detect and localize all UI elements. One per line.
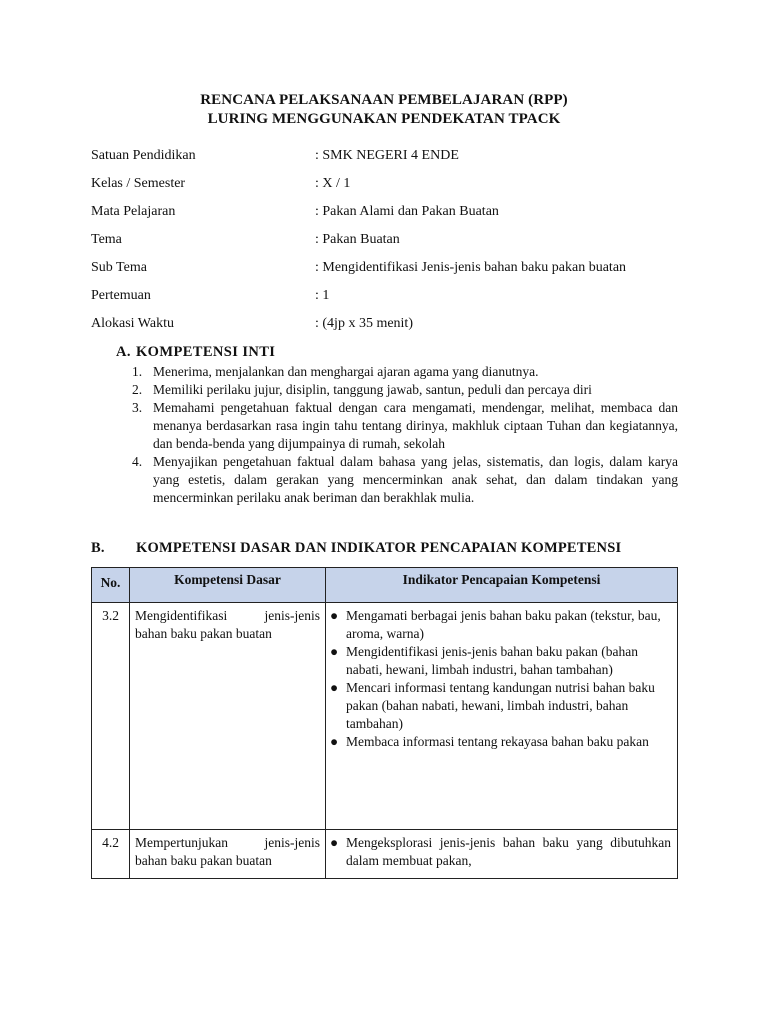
ki-list bbox=[116, 363, 686, 507]
table-header-row bbox=[92, 568, 678, 603]
identity-row bbox=[91, 259, 691, 287]
identity-value: : X / 1 bbox=[315, 176, 351, 191]
identity-value: : Mengidentifikasi Jenis-jenis bahan baku pakan buatan bbox=[315, 260, 627, 275]
list-number: 4. bbox=[132, 454, 143, 469]
identity-label: Kelas / Semester bbox=[91, 176, 186, 191]
table-row bbox=[92, 830, 678, 879]
bullet-dot-icon: ● bbox=[330, 644, 339, 659]
identity-value: : 1 bbox=[315, 288, 330, 303]
identity-value: : (4jp x 35 menit) bbox=[315, 316, 413, 331]
list-number: 3. bbox=[132, 400, 143, 415]
bullet-dot-icon: ● bbox=[330, 608, 339, 623]
kompetensi-table bbox=[91, 567, 678, 879]
section-heading bbox=[116, 343, 686, 361]
list-item bbox=[116, 363, 686, 381]
list-text: Menerima, menjalankan dan menghargai ajaran agama yang dianutnya. bbox=[153, 364, 539, 379]
section-kompetensi-dasar-heading bbox=[91, 539, 681, 557]
identity-row bbox=[91, 315, 691, 343]
list-text: Memiliki perilaku jujur, disiplin, tanggung jawab, santun, peduli dan percaya diri bbox=[153, 382, 592, 397]
cell-no: 4.2 bbox=[92, 830, 130, 879]
identity-label: Pertemuan bbox=[91, 288, 151, 303]
identity-row bbox=[91, 203, 691, 231]
table-row bbox=[92, 603, 678, 830]
identity-value: : SMK NEGERI 4 ENDE bbox=[315, 148, 459, 163]
column-header-kompetensi-dasar: Kompetensi Dasar bbox=[130, 568, 326, 603]
list-item bbox=[330, 607, 671, 643]
column-header-no: No. bbox=[92, 568, 130, 603]
cell-no: 3.2 bbox=[92, 603, 130, 830]
list-item bbox=[116, 399, 686, 453]
list-item bbox=[330, 679, 671, 733]
section-marker: A. bbox=[116, 344, 131, 360]
identity-row bbox=[91, 287, 691, 315]
list-item bbox=[330, 643, 671, 679]
list-number: 1. bbox=[132, 364, 143, 379]
identity-label: Satuan Pendidikan bbox=[91, 148, 196, 163]
cell-kompetensi-dasar: Mempertunjukan jenis-jenis bahan baku pakan buatan bbox=[130, 830, 326, 879]
identity-value: : Pakan Buatan bbox=[315, 232, 400, 247]
list-text: Mengamati berbagai jenis bahan baku pakan (tekstur, bau, aroma, warna) bbox=[346, 608, 661, 641]
bullet-dot-icon: ● bbox=[330, 835, 339, 850]
list-text: Mencari informasi tentang kandungan nutrisi bahan baku pakan (bahan nabati, hewani, limbah industri, bahan tambahan) bbox=[346, 680, 655, 731]
list-number: 2. bbox=[132, 382, 143, 397]
list-text: Mengidentifikasi jenis-jenis bahan baku pakan (bahan nabati, hewani, limbah industri, bahan tambahan) bbox=[346, 644, 639, 677]
section-title: KOMPETENSI INTI bbox=[136, 344, 276, 360]
list-text: Memahami pengetahuan faktual dengan cara mengamati, mendengar, melihat, membaca dan menanya berdasarkan rasa ingin tahu tentang dirinya, makhluk ciptaan Tuhan dan kegiatannya, dan benda-benda yang dijumpainya di rumah, sekolah bbox=[153, 400, 678, 451]
identity-row bbox=[91, 147, 691, 175]
identity-label: Sub Tema bbox=[91, 260, 147, 275]
list-text: Mengeksplorasi jenis-jenis bahan baku yang dibutuhkan dalam membuat pakan, bbox=[346, 835, 671, 868]
indicator-list bbox=[330, 834, 671, 870]
section-title: KOMPETENSI DASAR DAN INDIKATOR PENCAPAIAN KOMPETENSI bbox=[136, 540, 622, 556]
list-item bbox=[116, 453, 686, 507]
identity-row bbox=[91, 175, 691, 203]
identity-label: Alokasi Waktu bbox=[91, 316, 174, 331]
list-text: Menyajikan pengetahuan faktual dalam bahasa yang jelas, sistematis, dan logis, dalam karya yang estetis, dalam gerakan yang mencerminkan anak sehat, dan dalam tindakan yang mencerminkan perilaku anak beriman dan berakhlak mulia. bbox=[153, 454, 678, 505]
cell-indikator bbox=[326, 603, 678, 830]
identity-label: Mata Pelajaran bbox=[91, 204, 176, 219]
list-item bbox=[116, 381, 686, 399]
document-title: RENCANA PELAKSANAAN PEMBELAJARAN (RPP) bbox=[200, 92, 568, 108]
list-item bbox=[330, 834, 671, 870]
bullet-dot-icon: ● bbox=[330, 680, 339, 695]
identity-value: : Pakan Alami dan Pakan Buatan bbox=[315, 204, 499, 219]
section-marker: B. bbox=[91, 540, 105, 556]
list-item bbox=[330, 733, 671, 751]
list-text: Membaca informasi tentang rekayasa bahan baku pakan bbox=[346, 734, 649, 749]
document-subtitle: LURING MENGGUNAKAN PENDEKATAN TPACK bbox=[207, 111, 561, 127]
bullet-dot-icon: ● bbox=[330, 734, 339, 749]
column-header-indikator: Indikator Pencapaian Kompetensi bbox=[326, 568, 678, 603]
cell-indikator bbox=[326, 830, 678, 879]
cell-kompetensi-dasar: Mengidentifikasi jenis-jenis bahan baku pakan buatan bbox=[130, 603, 326, 830]
indicator-list bbox=[330, 607, 671, 751]
identity-row bbox=[91, 231, 691, 259]
identity-block bbox=[91, 147, 691, 343]
section-kompetensi-inti bbox=[116, 343, 686, 507]
identity-label: Tema bbox=[91, 232, 122, 247]
